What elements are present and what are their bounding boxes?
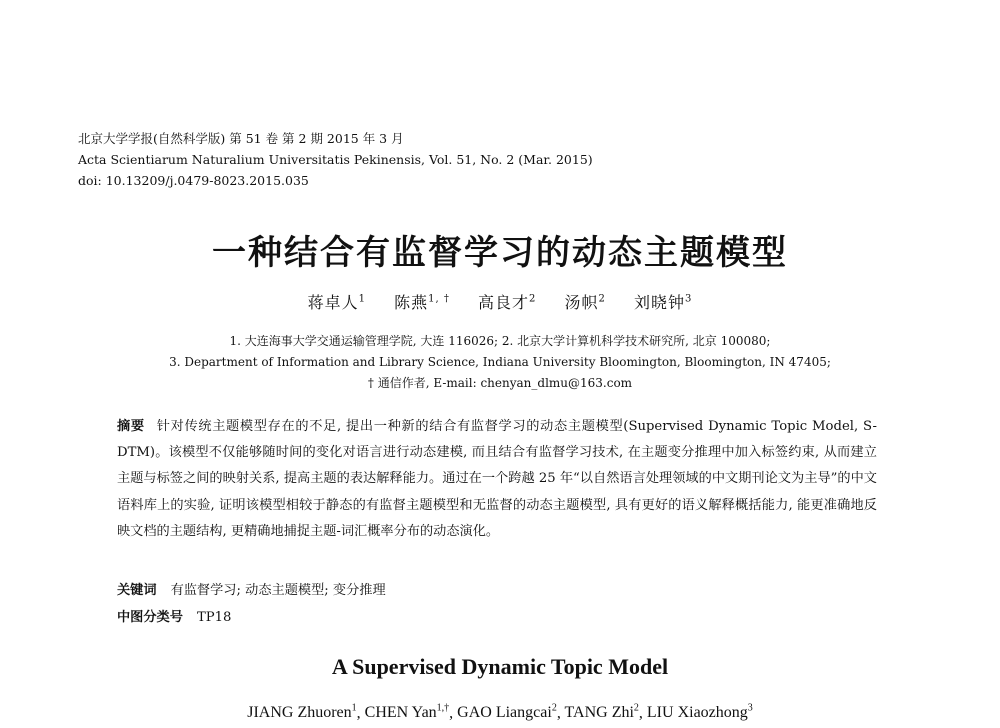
doi-line: doi: 10.13209/j.0479-8023.2015.035 <box>78 173 309 188</box>
abstract <box>117 414 877 545</box>
paper-title-en: A Supervised Dynamic Topic Model <box>331 654 669 679</box>
author-cn: 高良才$^2$ <box>477 293 537 312</box>
author-list-en: JIANG Zhuoren$^1$, CHEN Yan$^{1,\dagger}$, GAO Liangcai$^2$, TANG Zhi$^2$, LIU Xiaozhong$^3$ <box>247 703 753 722</box>
journal-header <box>78 128 938 191</box>
classification-code <box>117 606 231 625</box>
paper-title-cn: 一种结合有监督学习的动态主题模型 <box>212 233 788 273</box>
author-en: JIANG Zhuoren$^1$ <box>247 703 357 722</box>
author-en: CHEN Yan$^{1,\dagger}$ <box>364 703 450 722</box>
author-cn: 陈燕$^{1, \dagger}$ <box>394 293 450 312</box>
author-list-cn <box>0 290 1000 313</box>
journal-cn-line: 北京大学学报(自然科学版) 第 51 卷 第 2 期 2015 年 3 月 <box>78 131 404 146</box>
affiliation-line: 1. 大连海事大学交通运输管理学院, 大连 116026; 2. 北京大学计算机科学技术研究所, 北京 100080; <box>229 334 771 348</box>
journal-en-line: Acta Scientiarum Naturalium Universitatis Pekinensis, Vol. 51, No. 2 (Mar. 2015) <box>78 152 593 167</box>
author-en: LIU Xiaozhong$^3$ <box>646 703 753 722</box>
author-en: TANG Zhi$^2$ <box>564 703 639 722</box>
author-cn: 刘晓钟$^3$ <box>633 293 693 312</box>
abstract-label: 摘要 <box>117 419 145 434</box>
corresponding-author-line: † 通信作者, E-mail: chenyan_dlmu@163.com <box>367 376 633 390</box>
affiliation-line: 3. Department of Information and Library Science, Indiana University Bloomington, Bloomington, IN 47405; <box>169 355 831 369</box>
clc-text: TP18 <box>196 610 232 625</box>
keywords-text: 有监督学习; 动态主题模型; 变分推理 <box>170 583 386 598</box>
author-cn: 蒋卓人$^1$ <box>307 293 367 312</box>
author-cn: 汤帜$^2$ <box>564 293 606 312</box>
affiliations <box>0 331 1000 394</box>
keywords <box>117 579 386 598</box>
author-en: GAO Liangcai$^2$ <box>457 703 557 722</box>
clc-label: 中图分类号 <box>117 610 183 625</box>
abstract-text: 针对传统主题模型存在的不足, 提出一种新的结合有监督学习的动态主题模型(Supervised Dynamic Topic Model, S-DTM)。该模型不仅能够随时间的变化对语言进行动态建模, 而且结合有监督学习技术, 在主题变分推理中加入标签约束, 从而建立主题与标签之间的映射关系, 提高主题的表达解释能力。通过在一个跨越 25 年“以自然语言处理领域的中文期刊论文为主导”的中文语料库上的实验, 证明该模型相较于静态的有监督主题模型和无监督的动态主题模型, 具有更好的语义解释概括能力, 能更准确地反映文档的主题结构, 更精确地捕捉主题-词汇概率分布的动态演化。 <box>117 419 877 539</box>
keywords-label: 关键词 <box>117 583 157 598</box>
